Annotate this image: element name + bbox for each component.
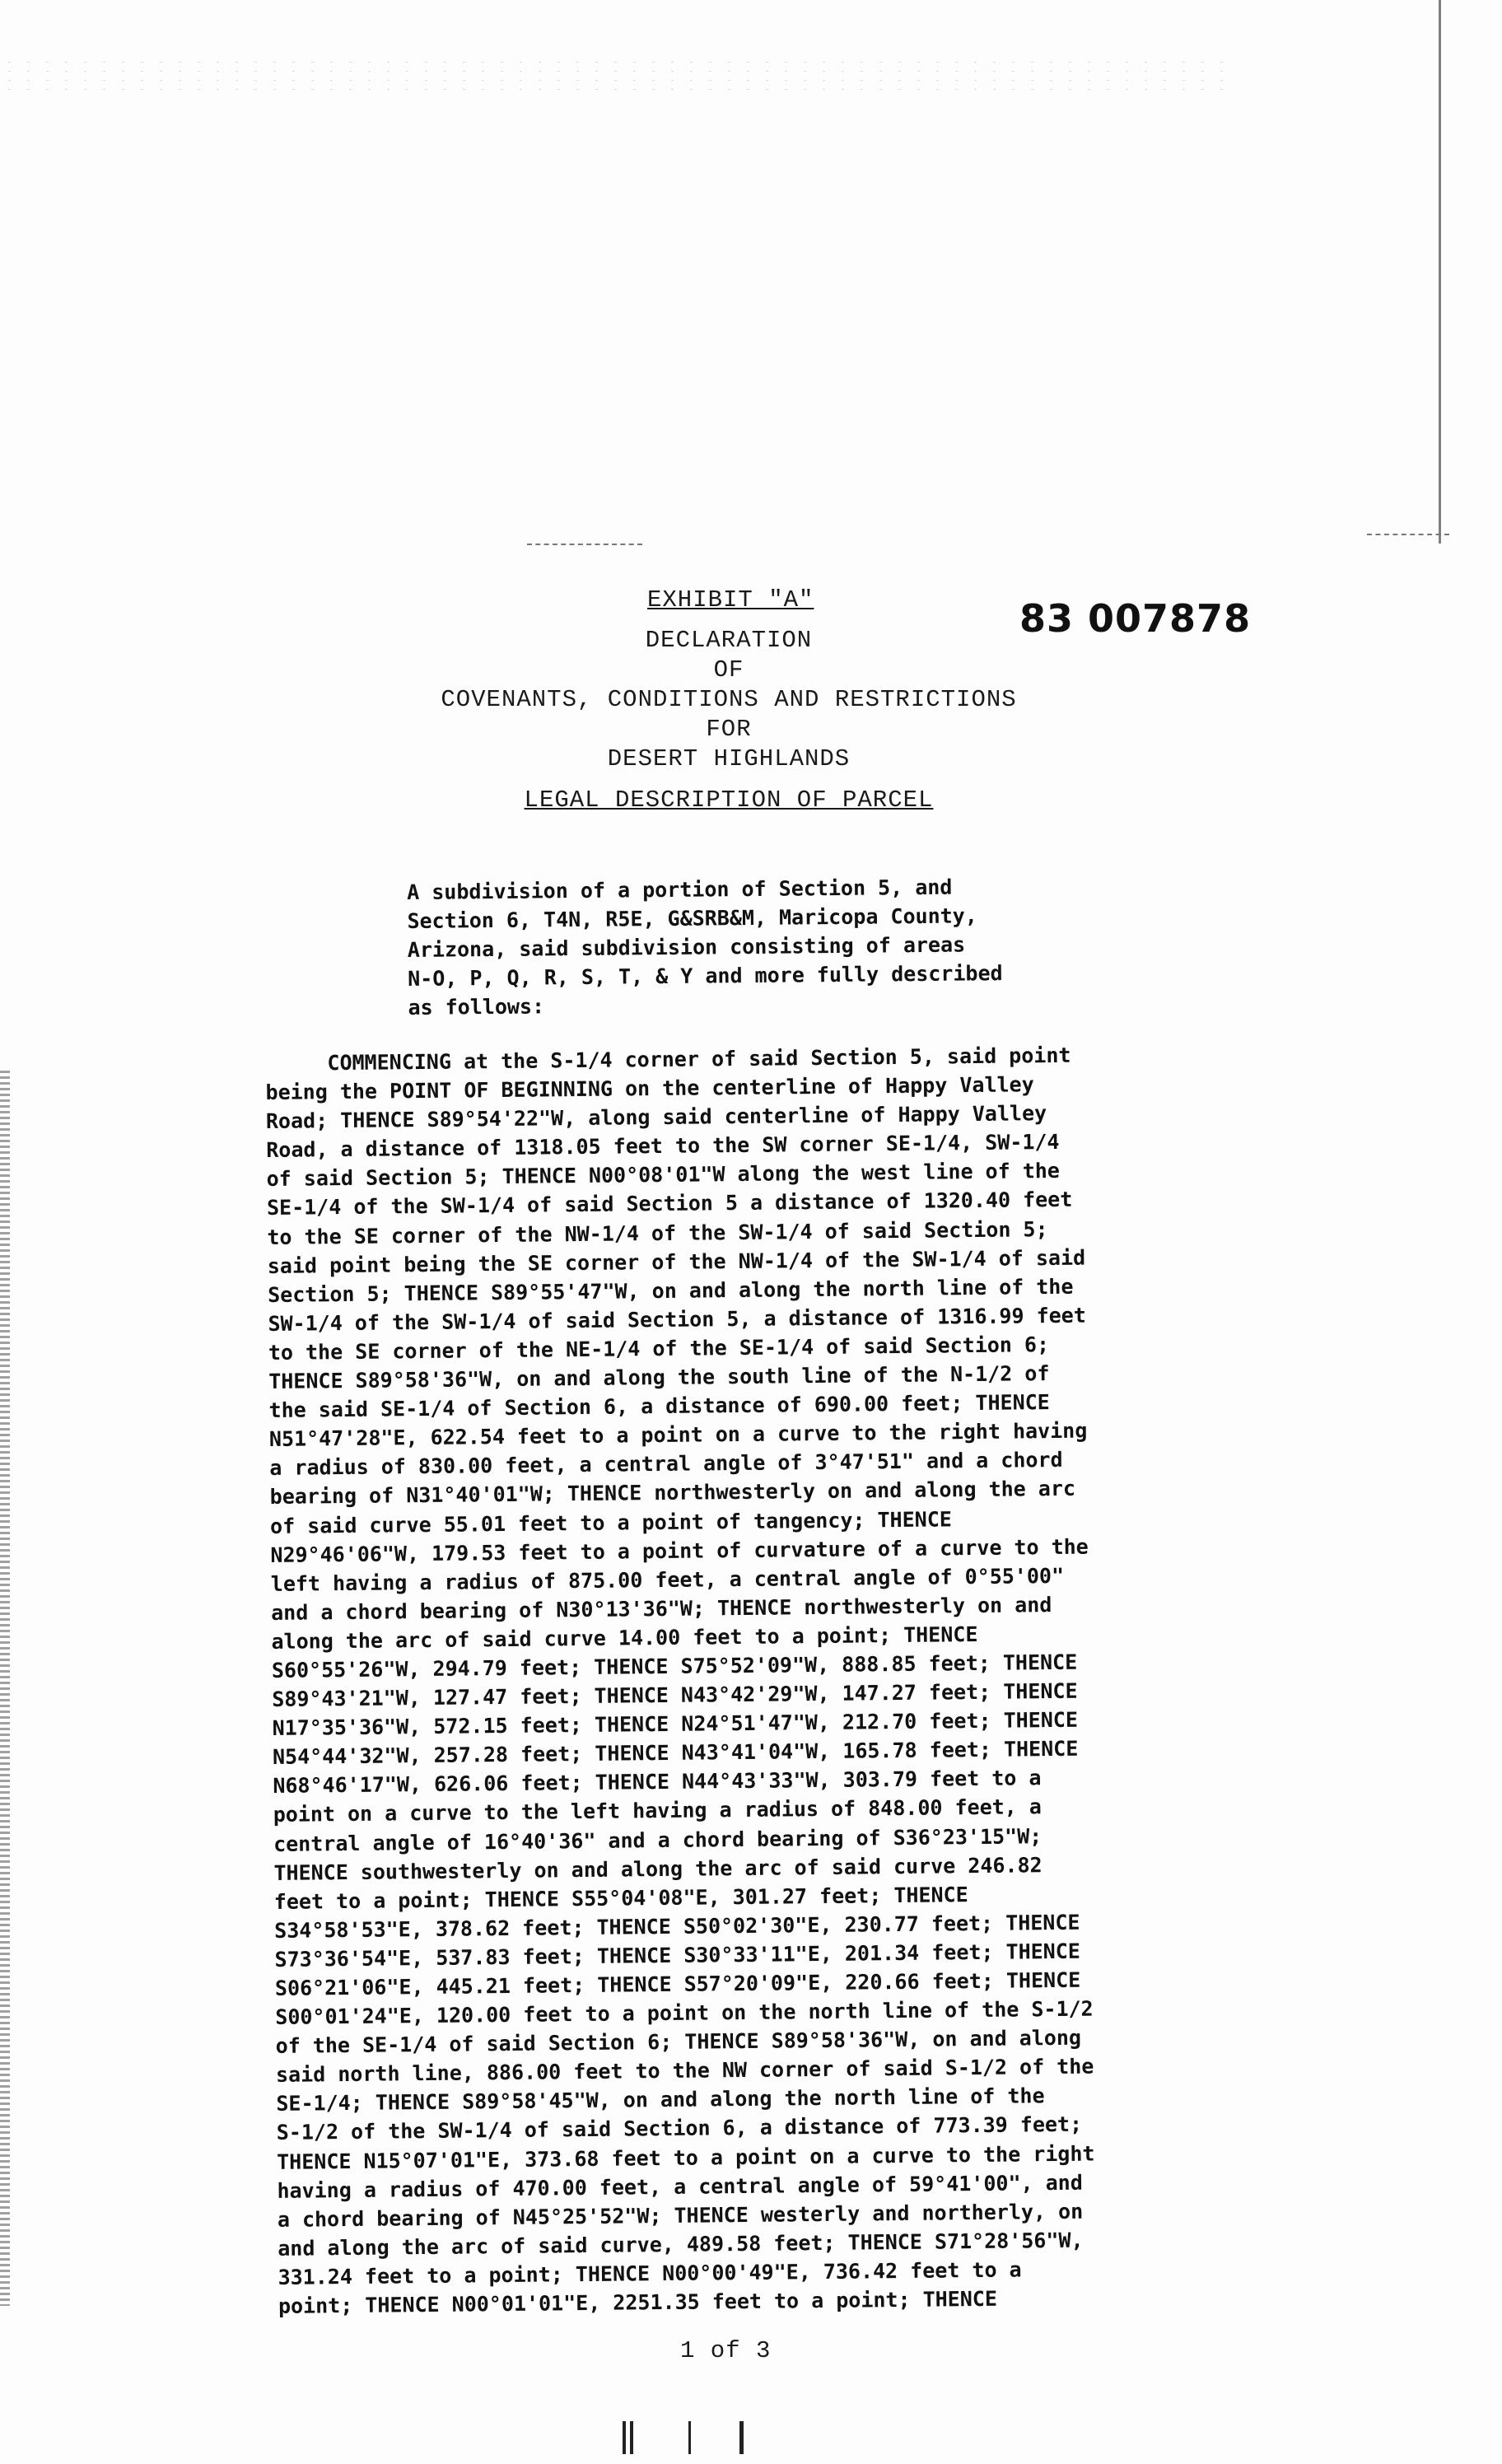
body-line: of the SE-1/4 of said Section 6; THENCE S89°58'36"W, on and along: [275, 2025, 1082, 2059]
body-line: N68°46'17"W, 626.06 feet; THENCE N44°43'33"W, 303.79 feet to a: [273, 1766, 1042, 1799]
body-line: SE-1/4; THENCE S89°58'45"W, on and along the north line of the: [276, 2084, 1045, 2116]
body-line: point on a curve to the left having a radius of 848.00 feet, a: [273, 1794, 1043, 1827]
body-line: S34°58'53"E, 378.62 feet; THENCE S50°02'30"E, 230.77 feet; THENCE: [274, 1910, 1080, 1943]
scan-left-edge: [0, 1071, 10, 2306]
body-line: feet to a point; THENCE S55°04'08"E, 301.27 feet; THENCE: [273, 1882, 968, 1914]
body-line: S-1/2 of the SW-1/4 of said Section 6, a distance of 773.39 feet;: [276, 2112, 1083, 2145]
body-line: N54°44'32"W, 257.28 feet; THENCE N43°41'04"W, 165.78 feet; THENCE: [272, 1736, 1079, 1770]
body-line: a radius of 830.00 feet, a central angle of 3°47'51" and a chord: [269, 1448, 1063, 1481]
body-line: the said SE-1/4 of Section 6, a distance of 690.00 feet; THENCE: [268, 1390, 1050, 1423]
heading-line: DESERT HIGHLANDS: [607, 745, 851, 772]
scan-dash-mark: [527, 544, 642, 547]
heading-line: DECLARATION: [645, 627, 813, 654]
body-line: of said curve 55.01 feet to a point of tangency; THENCE: [269, 1506, 952, 1538]
body-line: THENCE S89°58'36"W, on and along the south line of the N-1/2 of: [268, 1361, 1050, 1394]
body-line: Section 5; THENCE S89°55'47"W, on and along the north line of the: [267, 1274, 1074, 1307]
body-line: S60°55'26"W, 294.79 feet; THENCE S75°52'09"W, 888.85 feet; THENCE: [271, 1650, 1078, 1682]
intro-line: N-O, P, Q, R, S, T, & Y and more fully described: [408, 961, 1003, 991]
legal-description-body: [265, 1038, 1266, 2321]
body-line: S89°43'21"W, 127.47 feet; THENCE N43°42'29"W, 147.27 feet; THENCE: [272, 1678, 1078, 1712]
body-line: bearing of N31°40'01"W; THENCE northwesterly on and along the arc: [269, 1477, 1076, 1510]
body-line: having a radius of 470.00 feet, a central angle of 59°41'00", and: [277, 2170, 1083, 2203]
body-line: said north line, 886.00 feet to the NW corner of said S-1/2 of the: [275, 2054, 1094, 2088]
body-line: to the SE corner of the NW-1/4 of the SW-1/4 of said Section 5;: [267, 1216, 1048, 1249]
body-line: N51°47'28"E, 622.54 feet to a point on a curve to the right having: [268, 1418, 1088, 1452]
body-line: THENCE southwesterly on and along the arc of said curve 246.82: [273, 1852, 1043, 1885]
intro-line: Section 6, T4N, R5E, G&SRB&M, Maricopa County,: [407, 903, 977, 933]
body-line: a chord bearing of N45°25'52"W; THENCE westerly and northerly, on: [277, 2199, 1084, 2232]
body-line: along the arc of said curve 14.00 feet to a point; THENCE: [271, 1622, 978, 1654]
body-line: being the POINT OF BEGINNING on the centerline of Happy Valley: [265, 1072, 1034, 1105]
body-line: Road; THENCE S89°54'22"W, along said centerline of Happy Valley: [265, 1101, 1047, 1134]
recording-number-stamp: 83 007878: [1019, 596, 1252, 641]
scan-dash-mark: [1367, 534, 1449, 537]
body-line: and along the arc of said curve, 489.58 feet; THENCE S71°28'56"W,: [278, 2228, 1084, 2261]
scan-edge-line: [1439, 0, 1441, 544]
body-line: N17°35'36"W, 572.15 feet; THENCE N24°51'47"W, 212.70 feet; THENCE: [272, 1707, 1079, 1741]
exhibit-label: EXHIBIT "A": [647, 586, 814, 614]
body-line: left having a radius of 875.00 feet, a central angle of 0°55'00": [270, 1563, 1065, 1596]
body-line: S00°01'24"E, 120.00 feet to a point on the north line of the S-1/2: [275, 1996, 1094, 2030]
heading-line: COVENANTS, CONDITIONS AND RESTRICTIONS: [441, 686, 1017, 713]
document-heading: [329, 626, 1128, 815]
body-line: COMMENCING at the S-1/4 corner of said Section 5, said point: [265, 1043, 1071, 1076]
scan-noise-top: [0, 58, 1235, 91]
body-line: SW-1/4 of the SW-1/4 of said Section 5, a distance of 1316.99 feet: [268, 1303, 1086, 1336]
body-line: N29°46'06"W, 179.53 feet to a point of curvature of a curve to the: [270, 1534, 1089, 1567]
body-line: SE-1/4 of the SW-1/4 of said Section 5 a distance of 1320.40 feet: [266, 1188, 1073, 1220]
body-line: THENCE N15°07'01"E, 373.68 feet to a point on a curve to the right: [276, 2141, 1095, 2174]
heading-line: OF: [713, 656, 744, 684]
body-line: central angle of 16°40'36" and a chord bearing of S36°23'15"W;: [273, 1823, 1043, 1856]
intro-paragraph: [407, 870, 1150, 1022]
intro-line: A subdivision of a portion of Section 5, and: [407, 875, 953, 904]
intro-line: Arizona, said subdivision consisting of areas: [407, 932, 966, 962]
body-line: Road, a distance of 1318.05 feet to the SW corner SE-1/4, SW-1/4: [266, 1130, 1060, 1163]
body-line: said point being the SE corner of the NW-1/4 of the SW-1/4 of said: [267, 1245, 1086, 1278]
page-number: 1 of 3: [680, 2337, 772, 2364]
intro-line: as follows:: [408, 994, 545, 1020]
scan-bar-marks: [623, 2421, 754, 2454]
body-line: of said Section 5; THENCE N00°08'01"W along the west line of the: [266, 1159, 1061, 1192]
body-line: S06°21'06"E, 445.21 feet; THENCE S57°20'09"E, 220.66 feet; THENCE: [274, 1967, 1081, 2000]
body-line: S73°36'54"E, 537.83 feet; THENCE S30°33'11"E, 201.34 feet; THENCE: [274, 1939, 1081, 1972]
section-title: LEGAL DESCRIPTION OF PARCEL: [524, 786, 934, 814]
body-line: 331.24 feet to a point; THENCE N00°00'49"E, 736.42 feet to a: [278, 2257, 1022, 2289]
body-line: to the SE corner of the NE-1/4 of the SE-1/4 of said Section 6;: [268, 1332, 1050, 1365]
body-line: point; THENCE N00°01'01"E, 2251.35 feet to a point; THENCE: [278, 2286, 998, 2318]
heading-line: FOR: [706, 716, 752, 743]
body-line: and a chord bearing of N30°13'36"W; THENCE northwesterly on and: [271, 1592, 1052, 1625]
